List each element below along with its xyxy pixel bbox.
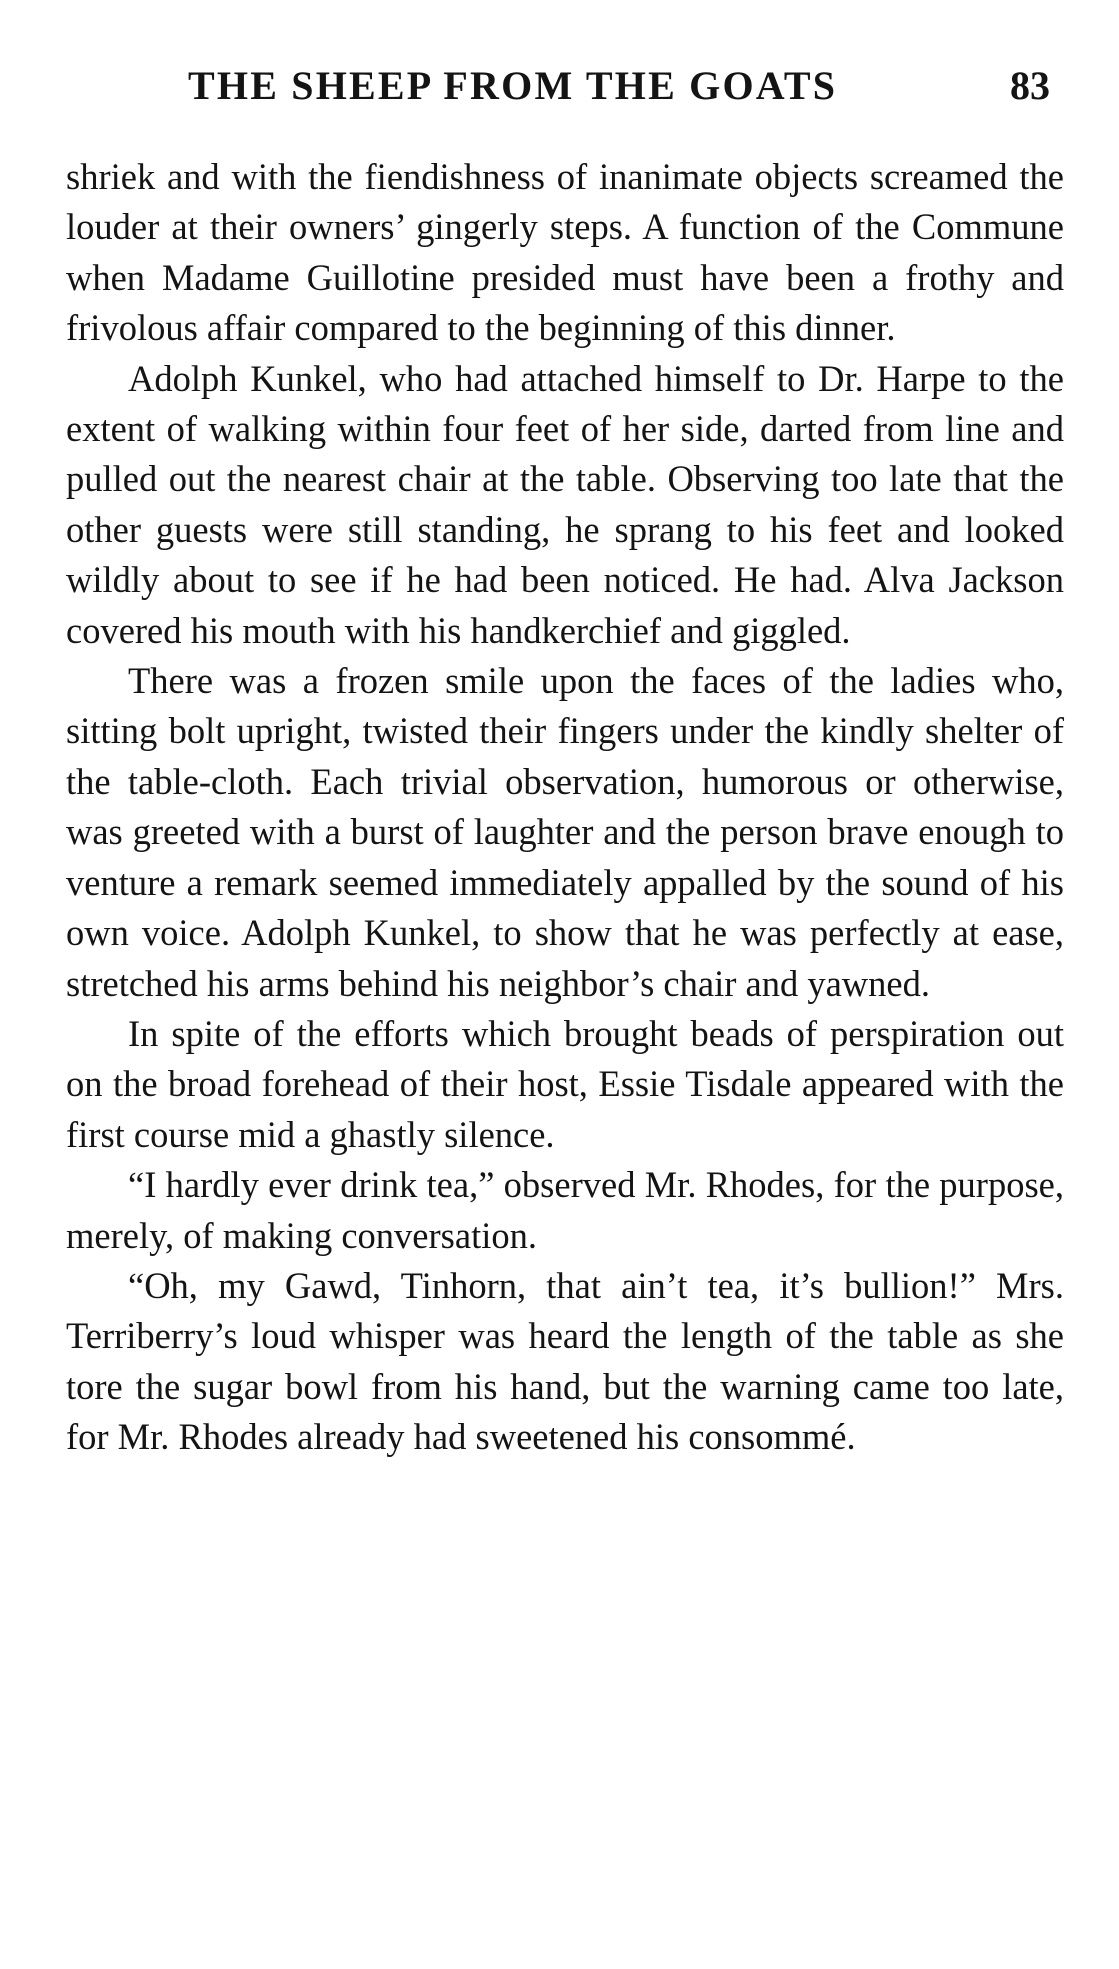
- running-header: [0, 58, 1119, 114]
- paragraph: In spite of the efforts which brought beads of perspiration out on the broad forehead of their host, Essie Tisdale appeared with the first course mid a ghastly silence.: [66, 1012, 1064, 1155]
- paragraph: “Oh, my Gawd, Tinhorn, that ain’t tea, it’s bullion!” Mrs. Terriberry’s loud whisper was heard the length of the table as she tore the sugar bowl from his hand, but the warning came too late, for Mr. Rhodes already had sweetened his consommé.: [66, 1264, 1064, 1458]
- paragraph: There was a frozen smile upon the faces of the ladies who, sitting bolt upright, twisted their fingers under the kindly shelter of the table-cloth. Each trivial observation, humorous or otherwise, was greeted with a burst of laughter and the person brave enough to venture a remark seemed immediately appalled by the sound of his own voice. Adolph Kunkel, to show that he was perfectly at ease, stretched his arms behind his neighbor’s chair and yawned.: [66, 660, 1064, 1004]
- page-number: 83: [1010, 63, 1050, 108]
- paragraph: “I hardly ever drink tea,” observed Mr. Rhodes, for the purpose, merely, of making conversation.: [66, 1164, 1064, 1256]
- running-title: THE SHEEP FROM THE GOATS: [188, 63, 838, 108]
- paragraph: Adolph Kunkel, who had attached himself to Dr. Harpe to the extent of walking within four feet of her side, darted from line and pulled out the nearest chair at the table. Observing too late that the other guests were still standing, he sprang to his feet and looked wildly about to see if he had been noticed. He had. Alva Jackson covered his mouth with his handkerchief and giggled.: [66, 357, 1064, 651]
- body-text: [66, 152, 1064, 1463]
- paragraph-continued: shriek and with the fiendishness of inanimate objects screamed the louder at their owners’ gingerly steps. A function of the Commune when Madame Guillotine presided must have been a frothy and frivolous affair compared to the beginning of this dinner.: [66, 156, 1064, 349]
